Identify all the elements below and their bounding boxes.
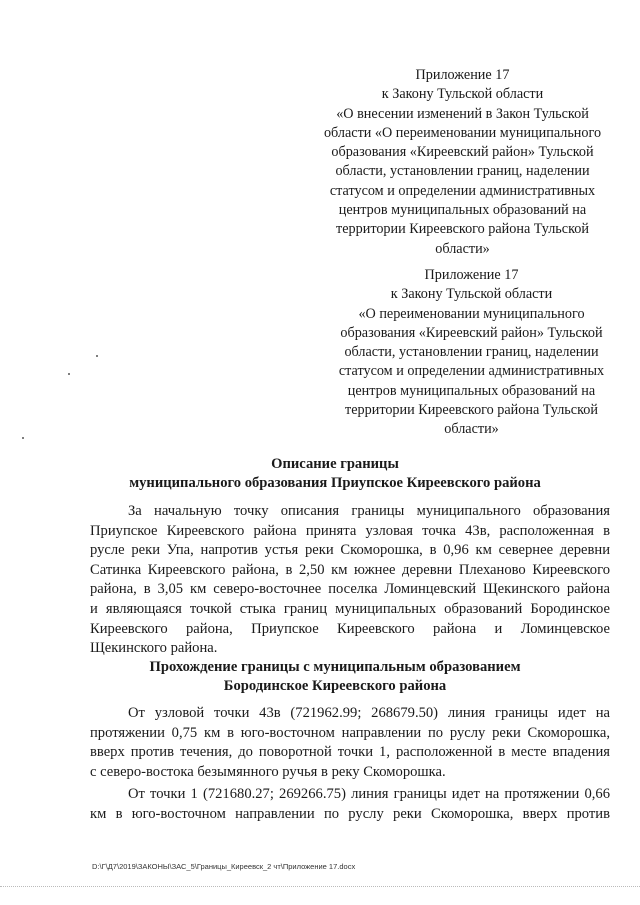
paragraph-line: Сатинка Киреевского района, в 2,50 км южнее деревни Плеханово Киреевского (90, 561, 610, 578)
appendix-line: территории Киреевского района Тульской (345, 402, 598, 419)
appendix-line: статусом и определении административных (329, 182, 596, 199)
appendix-line: центров муниципальных образований на (347, 382, 596, 399)
appendix-header-current (300, 66, 625, 259)
paragraph-line: Киреевского района, Приупское Киреевского района и Ломинцевское (90, 620, 610, 637)
scan-edge-dots (0, 886, 640, 890)
file-path-footer: D:\Г\Д7\2019\ЗАКОНЫ\ЗАС_5\Границы_Киреевск_2 чт\Приложение 17.docx (92, 862, 356, 871)
intro-paragraph (90, 502, 610, 659)
appendix-line: области, установлении границ, наделении (335, 163, 590, 180)
appendix-line: к Закону Тульской области (390, 286, 553, 303)
heading-line: Прохождение границы с муниципальным образованием (149, 659, 521, 675)
paragraph-line: района, в 3,05 км северо-восточнее поселка Ломинцевский Щекинского района (90, 581, 610, 598)
paragraph-line: с северо-востока безымянного ручья в реку Скоморошка. (90, 763, 446, 780)
appendix-line: статусом и определении административных (338, 363, 605, 380)
scan-speck (22, 437, 24, 439)
paragraph-line: км в юго-восточном направлении по руслу реки Скоморошка, вверх против (90, 805, 610, 822)
appendix-line: территории Киреевского района Тульской (336, 221, 589, 238)
appendix-line: Приложение 17 (415, 67, 510, 83)
boundary-paragraph (90, 704, 610, 782)
scan-speck (68, 373, 70, 375)
heading-line: Описание границы (271, 456, 399, 472)
appendix-line: «О переименовании муниципального (358, 305, 585, 322)
appendix-line: к Закону Тульской области (381, 86, 544, 103)
paragraph-line: От точки 1 (721680.27; 269266.75) линия границы идет на протяжении 0,66 (128, 786, 610, 802)
paragraph-line: Щекинского района. (90, 640, 218, 657)
appendix-header-original (318, 266, 625, 440)
appendix-line: «О внесении изменений в Закон Тульской (336, 105, 589, 122)
paragraph-line: вверх против течения, до поворотной точки 1, расположенной в месте впадения (90, 744, 610, 761)
appendix-line: Приложение 17 (424, 267, 519, 283)
paragraph-line: и являющаяся точкой стыка границ муниципальных образований Бородинское (90, 600, 610, 617)
boundary-paragraph (90, 785, 610, 824)
scan-speck (96, 355, 98, 357)
paragraph-line: За начальную точку описания границы муниципального образования (128, 503, 610, 519)
heading-line: Бородинское Киреевского района (223, 678, 447, 694)
heading-line: муниципального образования Приупское Киреевского района (129, 475, 541, 491)
appendix-line: образования «Киреевский район» Тульской (340, 324, 603, 341)
paragraph-line: Приупское Киреевского района принята узловая точка 43в, расположенная в (90, 522, 610, 539)
section-title (60, 658, 610, 696)
appendix-line: области, установлении границ, наделении (344, 344, 599, 361)
appendix-line: центров муниципальных образований на (338, 202, 587, 219)
appendix-line: области» (444, 421, 499, 438)
appendix-line: образования «Киреевский район» Тульской (331, 144, 594, 161)
appendix-line: области» (435, 240, 490, 257)
paragraph-line: протяжении 0,75 км в юго-восточном направлении по руслу реки Скоморошка, (90, 724, 610, 741)
description-title (60, 455, 610, 493)
paragraph-line: русле реки Упа, напротив устья реки Скоморошка, в 0,96 км севернее деревни (90, 542, 610, 559)
appendix-line: области «О переименовании муниципального (323, 124, 602, 141)
paragraph-line: От узловой точки 43в (721962.99; 268679.50) линия границы идет на (128, 705, 610, 721)
